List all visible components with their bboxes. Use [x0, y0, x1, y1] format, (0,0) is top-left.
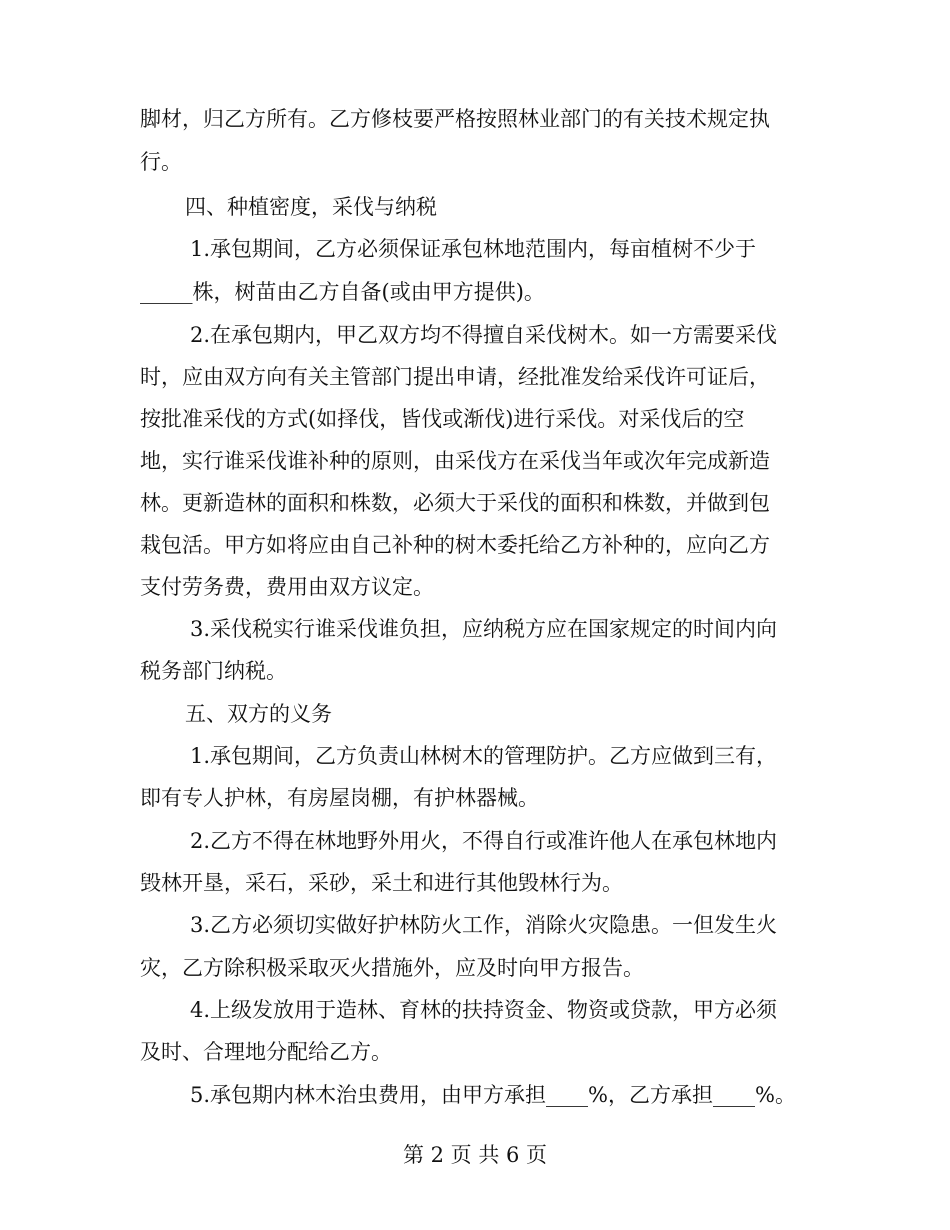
text-line: 脚材，归乙方所有。乙方修枝要严格按照林业部门的有关技术规定执: [140, 107, 770, 131]
text-line: 行。: [140, 150, 182, 174]
text-line: 林。更新造林的面积和株数，必须大于采伐的面积和株数，并做到包: [140, 491, 770, 515]
text-line: 毁林开垦，采石，采砂，采土和进行其他毁林行为。: [140, 871, 623, 895]
text-line: 时，应由双方向有关主管部门提出申请，经批准发给采伐许可证后，: [140, 365, 770, 389]
text-line: 地，实行谁采伐谁补种的原则，由采伐方在采伐当年或次年完成新造: [140, 449, 770, 473]
section-heading: 四、种植密度，采伐与纳税: [185, 195, 437, 219]
text-line: 4.上级发放用于造林、育林的扶持资金、物资或贷款，甲方必须: [190, 998, 778, 1022]
text-line: 税务部门纳税。: [140, 659, 287, 683]
text-line: 支付劳务费，费用由双方议定。: [140, 575, 434, 599]
text-line: 1.承包期间，乙方必须保证承包林地范围内，每亩植树不少于: [190, 237, 757, 261]
text-line: 2.在承包期内，甲乙双方均不得擅自采伐树木。如一方需要采伐: [190, 323, 778, 347]
text-line: 栽包活。甲方如将应由自己补种的树木委托给乙方补种的，应向乙方: [140, 533, 770, 557]
text-line: 灾，乙方除积极采取灭火措施外，应及时向甲方报告。: [140, 956, 644, 980]
text-line: 2.乙方不得在林地野外用火，不得自行或准许他人在承包林地内: [190, 829, 778, 853]
text-line: _____株，树苗由乙方自备(或由甲方提供)。: [140, 280, 545, 304]
text-line: 5.承包期内林木治虫费用，由甲方承担____%，乙方承担____%。: [190, 1083, 796, 1107]
text-line: 按批准采伐的方式(如择伐，皆伐或渐伐)进行采伐。对采伐后的空: [140, 407, 745, 431]
text-line: 即有专人护林，有房屋岗棚，有护林器械。: [140, 786, 539, 810]
text-line: 3.乙方必须切实做好护林防火工作，消除火灾隐患。一但发生火: [190, 913, 778, 937]
text-line: 及时、合理地分配给乙方。: [140, 1040, 392, 1064]
text-line: 3.采伐税实行谁采伐谁负担，应纳税方应在国家规定的时间内向: [190, 617, 778, 641]
page-footer: 第 2 页 共 6 页: [402, 1143, 548, 1167]
text-line: 1.承包期间，乙方负责山林树木的管理防护。乙方应做到三有，: [190, 744, 778, 768]
section-heading: 五、双方的义务: [185, 702, 332, 726]
